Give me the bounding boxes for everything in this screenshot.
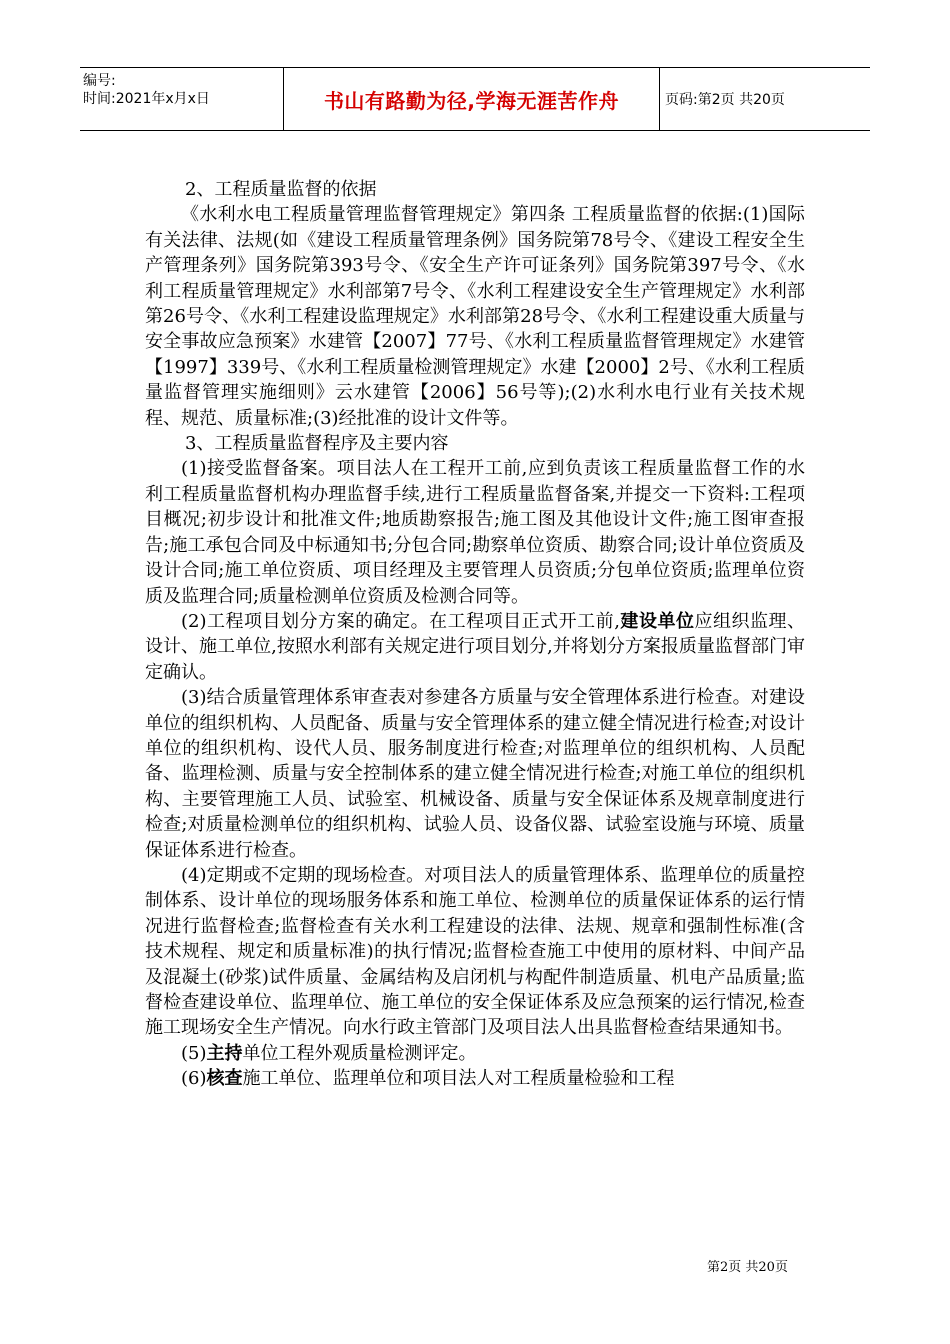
paragraph-basis: 《水利水电工程质量管理监督管理规定》第四条 工程质量监督的依据:(1)国际有关法律、法规(如《建设工程质量管理条例》国务院第78号令、《建设工程安全生产管理条列》国务院第393号令、《安全生产许可证条列》国务院第397号令、《水利工程质量管理规定》水利部第7号令、《水利工程建设安全生产管理规定》水利部第26号令、《水利工程建设监理规定》水利部第28号令、《水利工程建设重大质量与安全事故应急预案》水建管【2007】77号、《水利工程质量监督管理规定》水建管【1997】339号、《水利工程质量检测管理规定》水建【2000】2号、《水利工程质量监督管理实施细则》云水建管【2006】56号等);(2)水利水电行业有关技术规程、规范、质量标准;(3)经批准的设计文件等。 [145, 204, 805, 429]
section-heading-basis: 2、工程质量监督的依据 [185, 179, 377, 200]
document-body [145, 177, 805, 1092]
page-footer: 第2页 共20页 [707, 1260, 788, 1275]
bold-term: 核查 [206, 1068, 243, 1090]
paragraph-filing: (1)接受监督备案。项目法人在工程开工前,应到负责该工程质量监督工作的水利工程质量监督机构办理监督手续,进行工程质量监督备案,并提交一下资料:工程项目概况;初步设计和批准文件;地质勘察报告;施工图及其他设计文件;施工图审查报告;施工承包合同及中标通知书;分包合同;勘察单位资质、勘察合同;设计单位资质及设计合同;施工单位资质、项目经理及主要管理人员资质;分包单位资质;监理单位资质及监理合同;质量检测单位资质及检测合同等。 [145, 458, 805, 607]
paragraph-text: 施工单位、监理单位和项目法人对工程质量检验和工程 [242, 1068, 675, 1090]
paragraph-system-check: (3)结合质量管理体系审查表对参建各方质量与安全管理体系进行检查。对建设单位的组织机构、人员配备、质量与安全管理体系的建立健全情况进行检查;对设计单位的组织机构、设代人员、服务制度进行检查;对监理单位的组织机构、人员配备、监理检测、质量与安全控制体系的建立健全情况进行检查;对施工单位的组织机构、主要管理施工人员、试验室、机械设备、质量与安全保证体系及规章制度进行检查;对质量检测单位的组织机构、试验人员、设备仪器、试验室设施与环境、质量保证体系进行检查。 [145, 687, 805, 861]
paragraph-text: (6) [181, 1068, 207, 1090]
paragraph-text: (2)工程项目划分方案的确定。在工程项目正式开工前, [181, 610, 620, 632]
paragraph-text: (5) [181, 1042, 207, 1064]
header-motto-cell [283, 68, 660, 130]
document-time-label: 时间:2021年x月x日 [83, 91, 210, 107]
paragraph-site-inspection: (4)定期或不定期的现场检查。对项目法人的质量管理体系、监理单位的质量控制体系、设计单位的现场服务体系和施工单位、检测单位的质量保证体系的运行情况进行监督检查;监督检查有关水利工程建设的法律、法规、规章和强制性标准(含技术规程、规定和质量标准)的执行情况;监督检查施工中使用的原材料、中间产品及混凝土(砂浆)试件质量、金属结构及启闭机与构配件制造质量、机电产品质量;监督检查建设单位、监理单位、施工单位的安全保证体系及应急预案的运行情况,检查施工现场安全生产情况。向水行政主管部门及项目法人出具监督检查结果通知书。 [145, 864, 805, 1039]
section-heading-procedure: 3、工程质量监督程序及主要内容 [185, 433, 449, 455]
bold-term: 主持 [206, 1042, 243, 1064]
header-motto: 书山有路勤为径,学海无涯苦作舟 [323, 88, 620, 113]
document-number-label: 编号: [83, 73, 116, 89]
page-header [80, 67, 870, 131]
paragraph-appearance-evaluation [145, 1041, 805, 1066]
header-meta [80, 68, 283, 130]
bold-term: 建设单位 [619, 610, 695, 632]
paragraph-verification [145, 1066, 805, 1091]
header-page-cell [660, 68, 870, 130]
header-page-number: 页码:第2页 共20页 [665, 92, 785, 108]
paragraph-project-division [145, 609, 805, 685]
paragraph-text: 单位工程外观质量检测评定。 [242, 1042, 477, 1064]
paragraph-text: 应组织监理、设计、施工单位,按照水利部有关规定进行项目划分,并将划分方案报质量监督部门审定确认。 [145, 610, 806, 683]
